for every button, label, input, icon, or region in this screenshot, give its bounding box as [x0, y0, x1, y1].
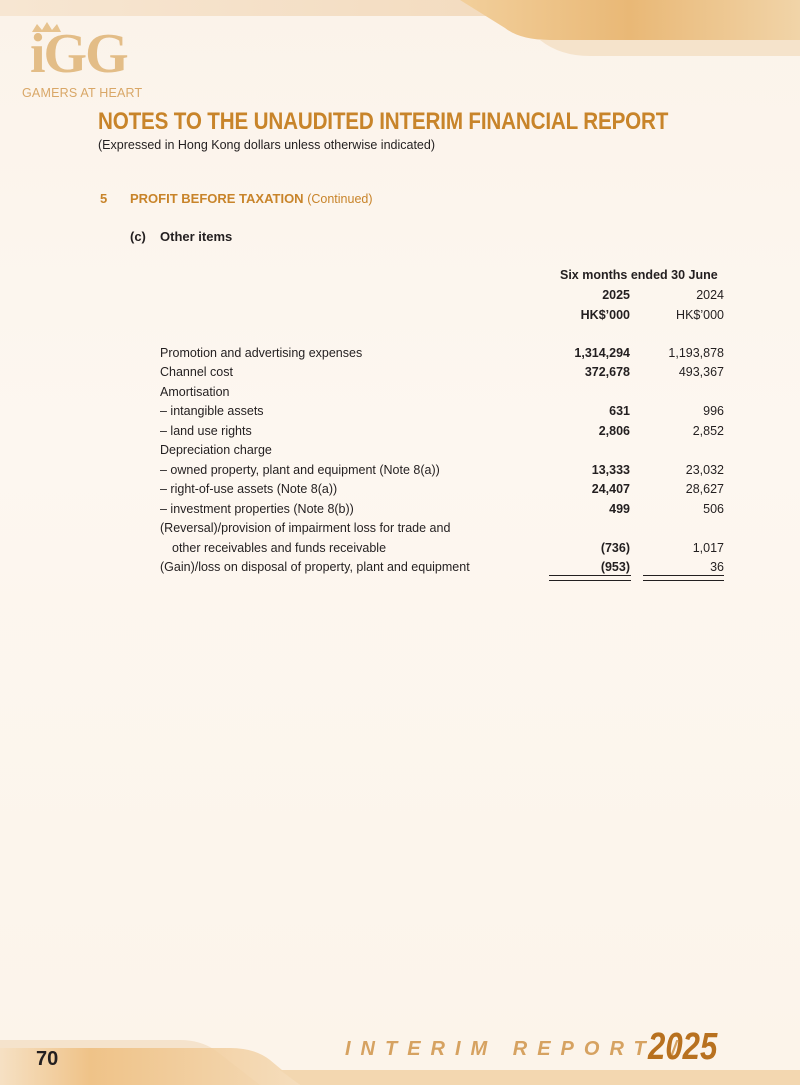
total-underline-2024: [643, 575, 724, 581]
row-label-disposal: (Gain)/loss on disposal of property, plant and equipment: [160, 560, 470, 574]
row-value-2024: 28,627: [685, 482, 724, 496]
top-decor-wedge: [460, 0, 800, 56]
subsection-number: (c): [130, 229, 146, 244]
row-label-owned-property: – owned property, plant and equipment (Note 8(a)): [160, 463, 440, 477]
row-value-2024: 506: [703, 502, 724, 516]
col-unit-2024: HK$’000: [676, 308, 724, 322]
row-value-2024: 23,032: [685, 463, 724, 477]
logo-tagline: GAMERS AT HEART: [22, 86, 143, 100]
row-label-intangible-assets: – intangible assets: [160, 404, 264, 418]
page-number: 70: [36, 1048, 59, 1070]
total-underline-2025: [549, 575, 631, 581]
section-number: 5: [100, 191, 108, 206]
col-unit-2025: HK$’000: [580, 308, 630, 322]
row-label-channel-cost: Channel cost: [160, 365, 233, 379]
section-continued: (Continued): [307, 192, 373, 206]
footer-report-label: INTERIM REPORT /: [345, 1038, 687, 1060]
row-value-2025: 499: [609, 502, 630, 516]
row-value-2025: 1,314,294: [574, 346, 630, 360]
row-label-investment-properties: – investment properties (Note 8(b)): [160, 502, 354, 516]
row-label-land-use-rights: – land use rights: [160, 424, 252, 438]
page-subtitle: (Expressed in Hong Kong dollars unless otherwise indicated): [98, 138, 435, 152]
row-value-2025: (953): [600, 560, 630, 574]
row-label-impairment-2: other receivables and funds receivable: [172, 541, 387, 555]
row-label-promotion: Promotion and advertising expenses: [160, 346, 363, 360]
row-value-2025: 631: [609, 404, 630, 418]
section-title: [130, 191, 373, 206]
col-year-2025: 2025: [602, 288, 630, 302]
row-label-depreciation: Depreciation charge: [160, 443, 272, 457]
footer-year: 2025: [648, 1026, 718, 1068]
row-label-right-of-use: – right-of-use assets (Note 8(a)): [160, 482, 338, 496]
row-value-2025: 372,678: [584, 365, 630, 379]
section-title-text: PROFIT BEFORE TAXATION: [130, 191, 304, 206]
page-title: NOTES TO THE UNAUDITED INTERIM FINANCIAL REPORT: [98, 108, 669, 135]
row-value-2024: 1,017: [692, 541, 724, 555]
row-label-amortisation: Amortisation: [160, 385, 230, 399]
logo-letters: iGG: [30, 23, 127, 85]
col-year-2024: 2024: [696, 288, 724, 302]
row-value-2024: 493,367: [678, 365, 724, 379]
row-value-2024: 2,852: [692, 424, 724, 438]
row-value-2025: 13,333: [591, 463, 630, 477]
row-value-2025: 2,806: [598, 424, 630, 438]
row-label-impairment-1: (Reversal)/provision of impairment loss for trade and: [160, 521, 451, 535]
row-value-2024: 1,193,878: [668, 346, 724, 360]
row-value-2025: (736): [600, 541, 630, 555]
row-value-2024: 996: [703, 404, 724, 418]
row-value-2024: 36: [710, 560, 724, 574]
row-value-2025: 24,407: [591, 482, 630, 496]
subsection-title: Other items: [160, 229, 233, 244]
period-header: Six months ended 30 June: [560, 268, 718, 282]
